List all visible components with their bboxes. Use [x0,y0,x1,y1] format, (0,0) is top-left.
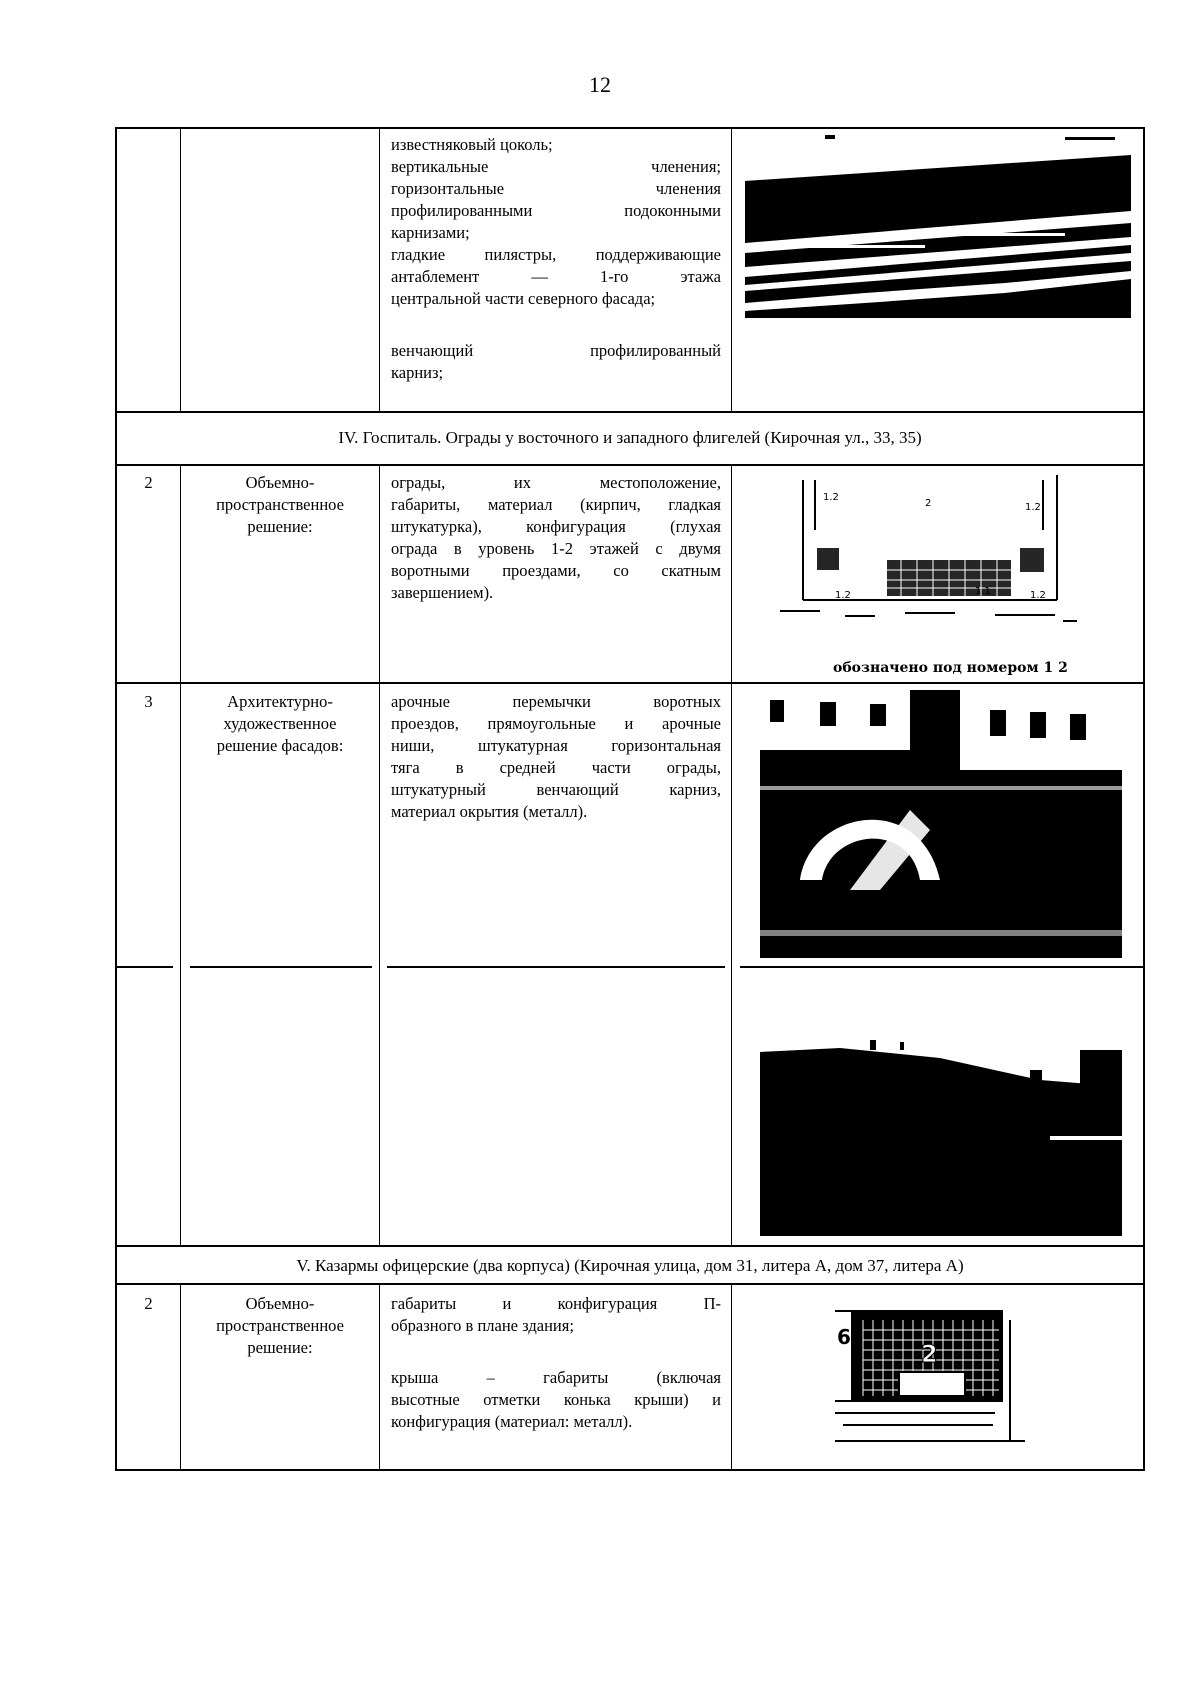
facade-cornice-photo [745,133,1131,318]
fence-gate-photo [760,690,1122,958]
cell-text-line: ниши, штукатурная горизонтальная [391,736,721,755]
cell-text-line: карнизами; [391,223,470,242]
cell-text-line: штукатурка), конфигурация (глухая [391,517,721,536]
section-heading-v: V. Казармы офицерские (два корпуса) (Кирочная улица, дом 31, литера А, дом 37, литера А) [296,1256,964,1275]
cell-text-line: венчающий профилированный [391,341,721,360]
cell-text-line: тяга в средней части ограды, [391,758,721,777]
cell-text-line: вертикальные членения; [391,157,721,176]
cell-text-line: габариты и конфигурация П- [391,1294,721,1313]
row-label-line: пространственное [216,495,344,514]
cell-text-line: ограда в уровень 1-2 этажей с двумя [391,539,721,558]
row-label-line: Объемно- [245,473,315,492]
cell-text-line: известняковый цоколь; [391,135,553,154]
cell-text-line: проездов, прямоугольные и арочные [391,714,721,733]
row-label-line: решение: [247,1338,313,1357]
cell-text-line: габариты, материал (кирпич, гладкая [391,495,721,514]
svg-text:6: 6 [837,1325,851,1349]
cell-text-line: карниз; [391,363,444,382]
cell-text-line: высотные отметки конька крыши) и [391,1390,721,1409]
cell-text-line: образного в плане здания; [391,1316,574,1335]
cell-text-line: центральной части северного фасада; [391,289,656,308]
building-plan-image [833,1300,1043,1460]
cell-text-line: горизонтальные членения [391,179,721,198]
row-number: 3 [144,692,153,711]
cell-text-line: ограды, их местоположение, [391,473,721,492]
cell-text-line: завершением). [391,583,494,602]
svg-text:1.2: 1.2 [823,492,839,503]
fence-street-photo [760,1040,1122,1236]
row-number: 2 [144,473,153,492]
cell-text-line: арочные перемычки воротных [391,692,721,711]
row-label-line: художественное [223,714,337,733]
svg-text:2: 2 [925,498,932,509]
cell-text-line: воротными проездами, со скатным [391,561,721,580]
svg-text:1.2: 1.2 [1030,590,1046,601]
cell-text-line: конфигурация (материал: металл). [391,1412,633,1431]
svg-text:1.2: 1.2 [1025,502,1041,513]
figure-caption: обозначено под номером 1 2 [833,660,1068,676]
row-label-line: Архитектурно- [227,692,333,711]
site-plan-image [775,470,1085,630]
cell-text-line: штукатурный венчающий карниз, [391,780,721,799]
row-number: 2 [144,1294,153,1313]
cell-text-line: крыша – габариты (включая [391,1368,721,1387]
cell-text-line: антаблемент — 1-го этажа [391,267,721,286]
page-number: 12 [589,72,611,97]
cell-text-line: профилированными подоконными [391,201,721,220]
row-label-line: решение фасадов: [216,736,344,755]
svg-text:1.2: 1.2 [835,590,851,601]
cell-text-line: гладкие пилястры, поддерживающие [391,245,721,264]
section-heading-iv: IV. Госпиталь. Ограды у восточного и западного флигелей (Кирочная ул., 33, 35) [338,428,922,447]
svg-text:2: 2 [921,1340,938,1368]
row-label-line: Объемно- [245,1294,315,1313]
svg-text:1.1: 1.1 [975,586,991,597]
row-label-line: решение: [247,517,313,536]
cell-text-line: материал окрытия (металл). [391,802,588,821]
row-label-line: пространственное [216,1316,344,1335]
